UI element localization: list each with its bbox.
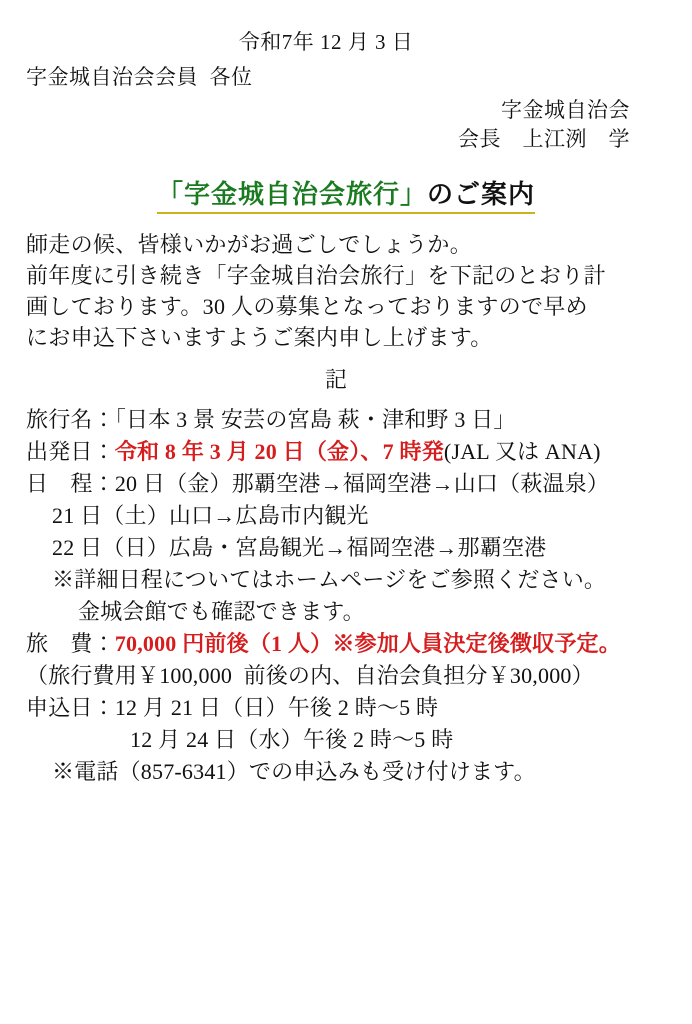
title-suffix-part: のご案内 <box>427 180 536 209</box>
apply-label: 申込日： <box>26 695 115 720</box>
schedule-label: 日 程： <box>26 471 115 496</box>
document-title-wrapper <box>26 174 666 214</box>
greeting-paragraph <box>26 234 666 349</box>
greeting-line-4: にお申込下さいますようご案内申し上げます。 <box>26 325 493 350</box>
departure-row <box>26 441 666 463</box>
schedule-row-day1 <box>26 473 666 495</box>
document-addressee: 字金城自治会会員 各位 <box>26 65 253 89</box>
note-homepage: ※詳細日程についてはホームページをご参照ください。 <box>52 567 607 592</box>
fee-value-highlight: 70,000 円前後（1 人）※参加人員決定後徴収予定。 <box>114 631 621 656</box>
greeting-line-2: 前年度に引き続き「字金城自治会旅行」を下記のとおり計 <box>26 263 606 288</box>
page-title <box>157 174 535 214</box>
fee-row <box>26 633 666 655</box>
apply-date-2: 12 月 24 日（水）午後 2 時〜5 時 <box>130 727 454 752</box>
apply-row-1 <box>26 697 666 719</box>
title-quoted-part: 「字金城自治会旅行」 <box>156 180 427 209</box>
note-phone: ※電話（857-6341）での申込みも受け付けます。 <box>52 759 536 784</box>
fee-breakdown: （旅行費用￥100,000 前後の内、自治会負担分￥30,000） <box>26 663 594 688</box>
trip-name-row <box>26 409 666 431</box>
sender-block <box>26 100 666 150</box>
departure-value-highlight: 令和 8 年 3 月 20 日（金）、7 時発 <box>114 439 444 464</box>
greeting-line-3: 画しております。30 人の募集となっておりますので早め <box>26 294 588 319</box>
departure-value-airline: (JAL 又は ANA) <box>443 439 601 464</box>
note-hall: 金城会館でも確認できます。 <box>78 599 365 624</box>
trip-name-label: 旅行名： <box>26 407 115 432</box>
trip-name-value: 「日本 3 景 安芸の宮島 萩・津和野 3 日」 <box>114 407 516 432</box>
apply-date-1: 12 月 21 日（日）午後 2 時〜5 時 <box>114 695 439 720</box>
ki-marker: 記 <box>324 367 347 392</box>
document-date: 令和7年 12 月 3 日 <box>238 30 414 54</box>
sender-organization: 字金城自治会 <box>501 98 630 122</box>
sender-name: 会長 上江洌 学 <box>458 127 630 151</box>
schedule-row-day3: 22 日（日）広島・宮島観光→福岡空港→那覇空港 <box>52 535 547 560</box>
schedule-row-day2: 21 日（土）山口→広島市内観光 <box>52 503 369 528</box>
greeting-line-1: 師走の候、皆様いかがお過ごしでしょうか。 <box>26 232 473 257</box>
details-section <box>26 409 666 783</box>
departure-label: 出発日： <box>26 439 115 464</box>
schedule-day1: 20 日（金）那覇空港→福岡空港→山口（萩温泉） <box>114 471 610 496</box>
fee-label: 旅 費： <box>26 631 115 656</box>
